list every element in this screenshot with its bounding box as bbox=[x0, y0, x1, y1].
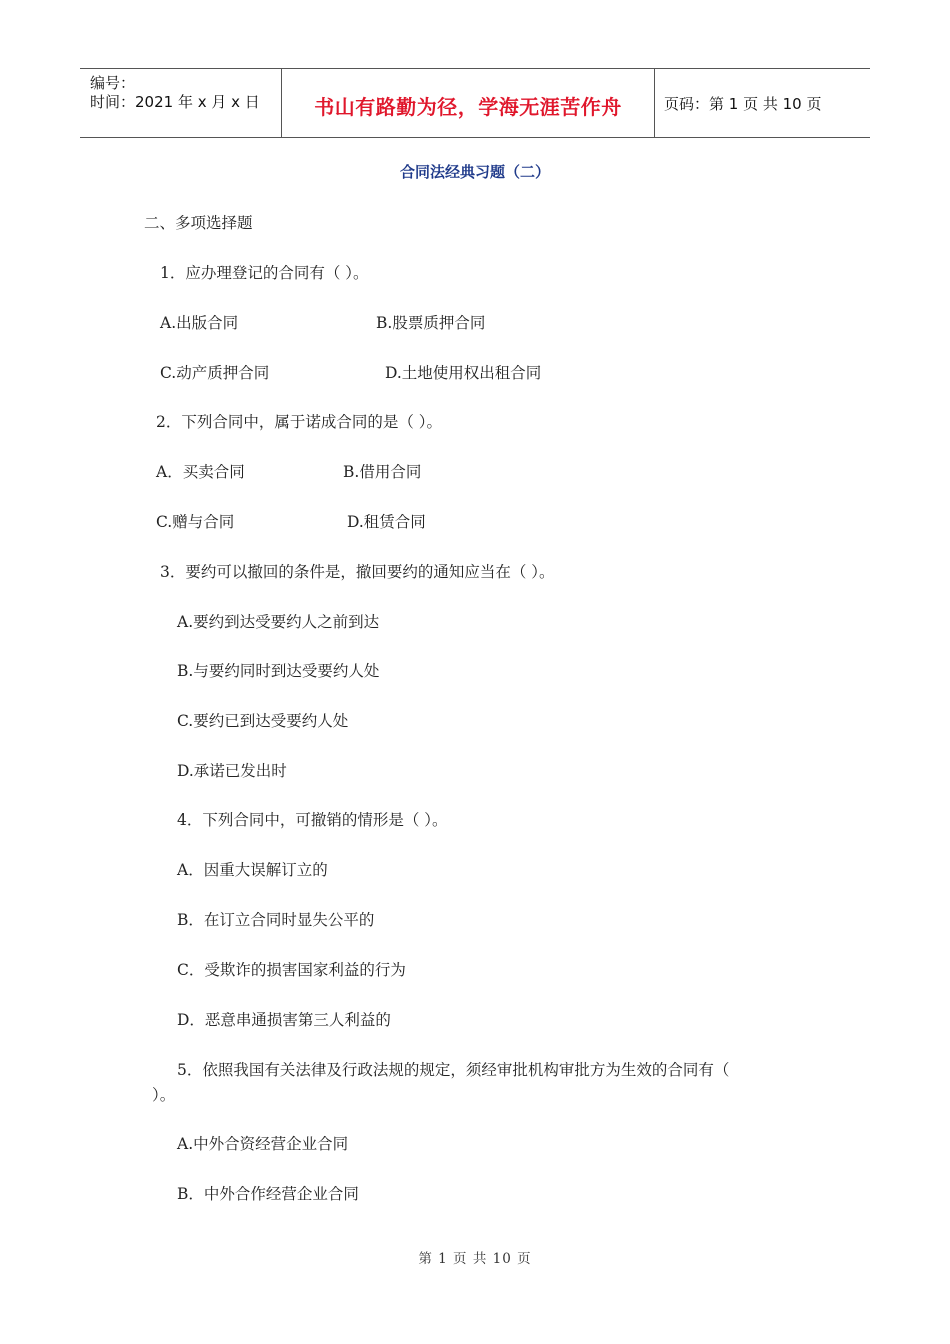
option-item: A．因重大误解订立的 bbox=[177, 861, 328, 879]
option-item: A.出版合同 bbox=[160, 314, 239, 332]
header-page-cell bbox=[654, 69, 870, 137]
option-item: D.土地使用权出租合同 bbox=[385, 364, 542, 382]
option-item: D.承诺已发出时 bbox=[177, 762, 287, 780]
question-stem-continuation: ）。 bbox=[152, 1086, 176, 1104]
option-item: B．中外合作经营企业合同 bbox=[177, 1185, 359, 1203]
option-item: A.中外合资经营企业合同 bbox=[177, 1135, 349, 1153]
option-item: C.要约已到达受要约人处 bbox=[177, 712, 349, 730]
header-motto-cell bbox=[281, 69, 655, 137]
option-item: C.动产质押合同 bbox=[160, 364, 270, 382]
document-title: 合同法经典习题（二） bbox=[399, 163, 550, 181]
option-item: B.股票质押合同 bbox=[376, 314, 486, 332]
option-item: D.租赁合同 bbox=[347, 513, 426, 531]
page-indicator: 页码：第 1 页 共 10 页 bbox=[664, 95, 822, 113]
question-stem: 3．要约可以撤回的条件是，撤回要约的通知应当在（ ）。 bbox=[160, 563, 555, 581]
question-stem: 5．依照我国有关法律及行政法规的规定，须经审批机构审批方为生效的合同有（ bbox=[177, 1061, 730, 1079]
section-heading: 二、多项选择题 bbox=[144, 214, 253, 232]
option-item: D．恶意串通损害第三人利益的 bbox=[177, 1011, 391, 1029]
number-label: 编号： bbox=[90, 74, 136, 92]
question-stem: 4．下列合同中，可撤销的情形是（ ）。 bbox=[177, 811, 448, 829]
option-item: C.赠与合同 bbox=[156, 513, 235, 531]
option-item: B.与要约同时到达受要约人处 bbox=[177, 662, 380, 680]
time-label: 时间：2021 年 x 月 x 日 bbox=[90, 93, 260, 111]
motto-text: 书山有路勤为径，学海无涯苦作舟 bbox=[314, 95, 622, 119]
option-item: B.借用合同 bbox=[343, 463, 422, 481]
page-footer: 第 1 页 共 10 页 bbox=[418, 1251, 532, 1267]
header-table bbox=[80, 68, 870, 138]
option-item: A.要约到达受要约人之前到达 bbox=[177, 613, 380, 631]
option-item: B．在订立合同时显失公平的 bbox=[177, 911, 375, 929]
question-stem: 1．应办理登记的合同有（ ）。 bbox=[160, 264, 369, 282]
option-item: A．买卖合同 bbox=[156, 463, 245, 481]
question-stem: 2．下列合同中，属于诺成合同的是（ ）。 bbox=[156, 413, 443, 431]
header-info-cell bbox=[80, 69, 280, 137]
option-item: C．受欺诈的损害国家利益的行为 bbox=[177, 961, 406, 979]
